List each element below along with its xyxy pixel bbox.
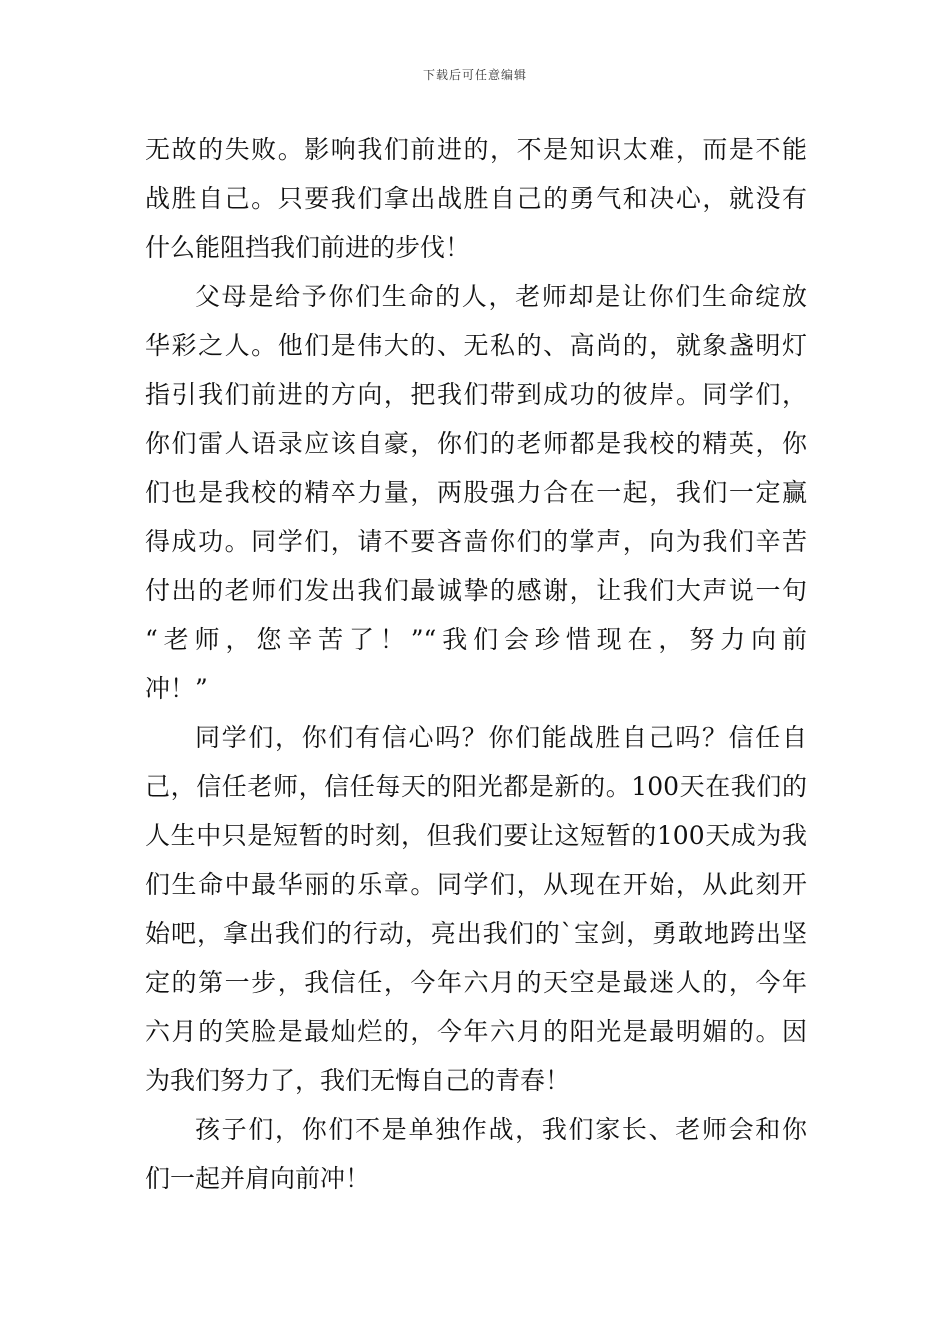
text-line: 父母是给予你们生命的人，老师却是让你们生命绽放 bbox=[195, 282, 807, 311]
page-header-note: 下载后可任意编辑 bbox=[422, 68, 527, 82]
text-line: 指引我们前进的方向，把我们带到成功的彼岸。同学们， bbox=[145, 380, 807, 409]
text-line: 华彩之人。他们是伟大的、无私的、高尚的，就象盏明灯 bbox=[145, 331, 807, 360]
text-line: 定的第一步，我信任，今年六月的天空是最迷人的，今年 bbox=[145, 968, 807, 997]
text-line: 无故的失败。影响我们前进的，不是知识太难，而是不能 bbox=[145, 135, 807, 164]
text-line: 付出的老师们发出我们最诚挚的感谢，让我们大声说一句 bbox=[145, 576, 807, 605]
document-body bbox=[145, 125, 807, 1203]
text-line: 们也是我校的精卒力量，两股强力合在一起，我们一定赢 bbox=[145, 478, 807, 507]
text-line: 冲！” bbox=[145, 674, 208, 703]
text-line: 们一起并肩向前冲！ bbox=[145, 1164, 371, 1193]
text-line: 同学们，你们有信心吗？你们能战胜自己吗？信任自 bbox=[195, 723, 807, 752]
text-line: 人生中只是短暂的时刻，但我们要让这短暂的100天成为我 bbox=[145, 821, 807, 850]
text-line: 战胜自己。只要我们拿出战胜自己的勇气和决心，就没有 bbox=[145, 184, 807, 213]
text-line: 孩子们，你们不是单独作战，我们家长、老师会和你 bbox=[195, 1115, 807, 1144]
text-line: “老师，您辛苦了！”“我们会珍惜现在，努力向前 bbox=[145, 625, 807, 654]
text-line: 己，信任老师，信任每天的阳光都是新的。100天在我们的 bbox=[145, 772, 807, 801]
text-line: 六月的笑脸是最灿烂的，今年六月的阳光是最明媚的。因 bbox=[145, 1017, 807, 1046]
text-line: 始吧，拿出我们的行动，亮出我们的`宝剑，勇敢地跨出坚 bbox=[145, 919, 807, 948]
text-line: 什么能阻挡我们前进的步伐！ bbox=[145, 233, 471, 262]
text-line: 为我们努力了，我们无悔自己的青春！ bbox=[145, 1066, 571, 1095]
text-line: 你们雷人语录应该自豪，你们的老师都是我校的精英，你 bbox=[145, 429, 807, 458]
text-line: 们生命中最华丽的乐章。同学们，从现在开始，从此刻开 bbox=[145, 870, 807, 899]
text-line: 得成功。同学们，请不要吝啬你们的掌声，向为我们辛苦 bbox=[145, 527, 807, 556]
